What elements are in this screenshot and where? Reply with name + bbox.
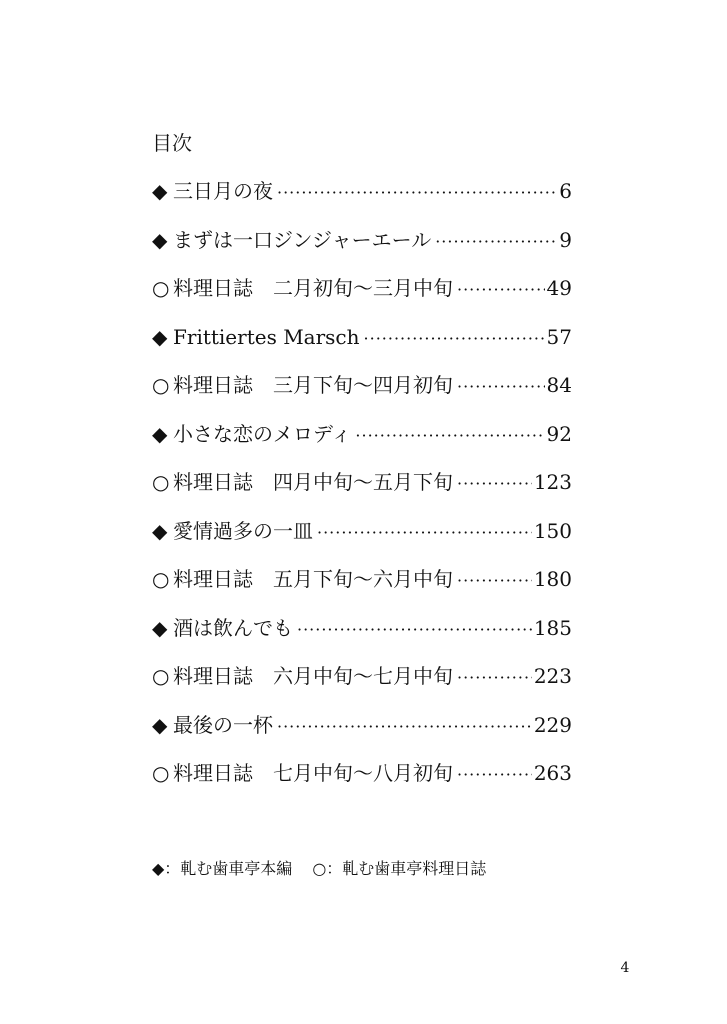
entry-page-number: 150: [533, 518, 572, 543]
entry-title: 料理日誌 三月下旬〜四月初旬: [173, 373, 453, 397]
toc-list: [152, 176, 572, 807]
dot-leader: [457, 275, 545, 305]
entry-title: 料理日誌 五月下旬〜六月中旬: [173, 567, 453, 591]
legend-cooking-journal: ○：軋む歯車亭料理日誌: [312, 859, 487, 878]
entry-page-number: 92: [546, 421, 572, 446]
dot-leader: [457, 760, 532, 790]
dot-leader: [277, 178, 557, 208]
toc-entry: [152, 564, 572, 613]
legend-main-story: ◆：軋む歯車亭本編: [152, 859, 293, 878]
entry-marker: ○: [152, 761, 170, 785]
entry-title: 料理日誌 二月初旬〜三月中旬: [173, 276, 453, 300]
marker-legend: [152, 855, 486, 883]
entry-page-number: 123: [533, 470, 572, 494]
toc-title: 目次: [152, 131, 192, 155]
dot-leader: [457, 469, 532, 499]
toc-entry: [152, 758, 572, 807]
toc-entry: [152, 661, 572, 710]
dot-leader: [297, 615, 532, 645]
dot-leader: [457, 372, 545, 402]
entry-marker: ◆: [152, 518, 168, 543]
entry-title: 料理日誌 四月中旬〜五月下旬: [173, 470, 453, 494]
entry-title: 小さな恋のメロディ: [173, 421, 352, 446]
entry-title: 三日月の夜: [173, 179, 273, 203]
entry-page-number: 84: [546, 373, 572, 397]
entry-title: まずは一口ジンジャーエール: [173, 227, 432, 252]
entry-marker: ◆: [152, 324, 168, 349]
dot-leader: [364, 324, 545, 354]
dot-leader: [277, 712, 532, 742]
toc-entry: [152, 225, 572, 274]
entry-title: Frittiertes Marsch: [173, 324, 360, 349]
entry-title: 酒は飲んでも: [173, 615, 293, 640]
entry-marker: ○: [152, 664, 170, 688]
entry-marker: ◆: [152, 421, 168, 446]
toc-entry: [152, 516, 572, 565]
entry-page-number: 9: [559, 227, 572, 252]
entry-marker: ○: [152, 470, 170, 494]
entry-marker: ◆: [152, 227, 168, 252]
entry-page-number: 180: [533, 567, 572, 591]
dot-leader: [355, 421, 544, 451]
entry-title: 料理日誌 六月中旬〜七月中旬: [173, 664, 453, 688]
toc-entry: [152, 176, 572, 225]
entry-page-number: 229: [533, 712, 572, 737]
entry-marker: ◆: [152, 712, 168, 737]
toc-entry: [152, 370, 572, 419]
dot-leader: [435, 227, 557, 257]
entry-page-number: 185: [533, 615, 572, 640]
entry-marker: ○: [152, 567, 170, 591]
entry-marker: ○: [152, 373, 170, 397]
toc-entry: [152, 467, 572, 516]
page-number: 4: [620, 960, 630, 976]
entry-page-number: 49: [546, 276, 572, 300]
entry-page-number: 6: [559, 179, 572, 203]
dot-leader: [317, 518, 532, 548]
entry-marker: ◆: [152, 179, 168, 203]
entry-marker: ◆: [152, 615, 168, 640]
toc-entry: [152, 710, 572, 759]
entry-title: 最後の一杯: [173, 712, 273, 737]
toc-entry: [152, 419, 572, 468]
entry-marker: ○: [152, 276, 170, 300]
toc-entry: [152, 613, 572, 662]
entry-title: 愛情過多の一皿: [173, 518, 313, 543]
toc-entry: [152, 273, 572, 322]
dot-leader: [457, 663, 532, 693]
entry-page-number: 57: [546, 324, 572, 349]
entry-title: 料理日誌 七月中旬〜八月初旬: [173, 761, 453, 785]
dot-leader: [457, 566, 532, 596]
entry-page-number: 223: [533, 664, 572, 688]
entry-page-number: 263: [533, 761, 572, 785]
toc-entry: [152, 322, 572, 371]
